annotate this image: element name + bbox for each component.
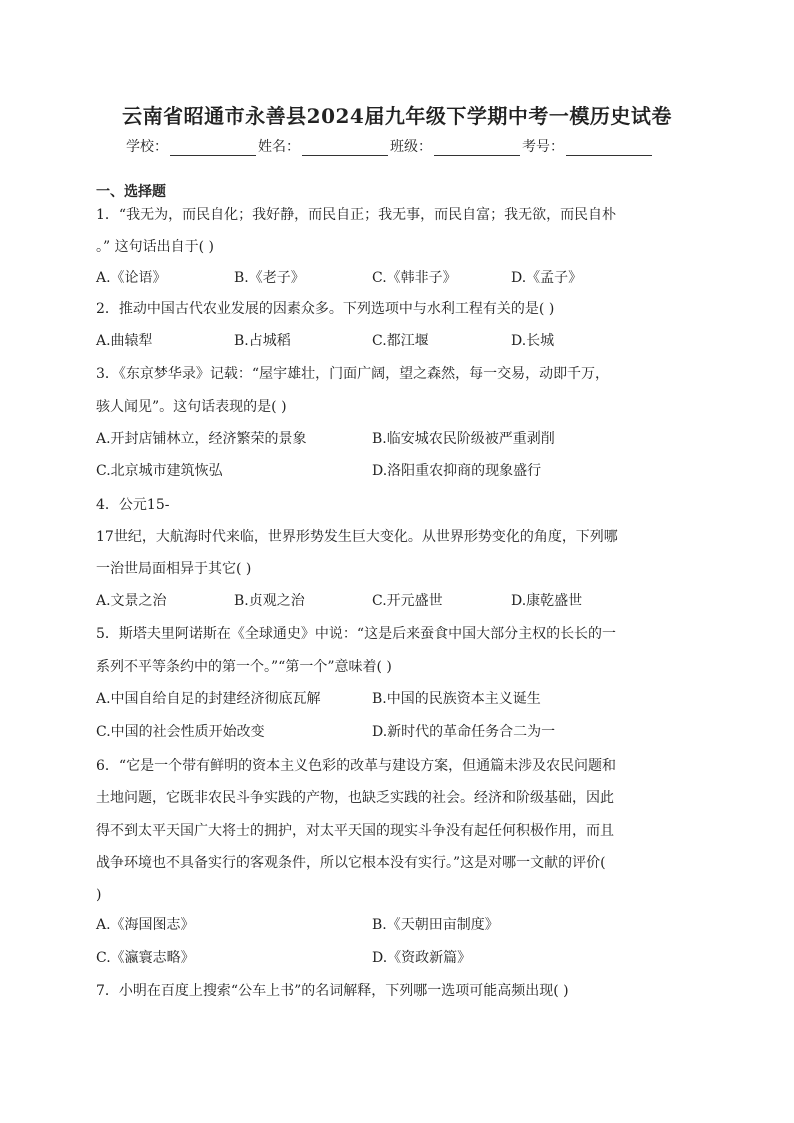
q4-option-a: A.文景之治 — [96, 593, 167, 609]
name-field — [258, 136, 390, 156]
q5-line-1: 5．斯塔夫里阿诺斯在《全球通史》中说：“这是后来蚕食中国大部分主权的长长的一 — [96, 626, 617, 642]
q6-line-3: 得不到太平天国广大将士的拥护，对太平天国的现实斗争没有起任何积极作用，而且 — [96, 823, 614, 839]
number-field — [522, 136, 654, 156]
q6-option-d: D.《资政新篇》 — [372, 950, 472, 966]
q5-options-row-1 — [96, 689, 716, 709]
q7-line-1: 7．小明在百度上搜索“公车上书”的名词解释，下列哪一选项可能高频出现( ) — [96, 983, 569, 999]
q5-option-c: C.中国的社会性质开始改变 — [96, 724, 265, 740]
q4-option-b: B.贞观之治 — [234, 593, 305, 609]
q5-line-2: 系列不平等条约中的第一个。”“第一个”意味着( ) — [96, 659, 392, 675]
q3-line-1: 3．《东京梦华录》记载：“屋宇雄壮，门面广阔，望之森然，每一交易，动即千万， — [96, 366, 610, 382]
number-label: 考号： — [522, 139, 564, 155]
class-field — [390, 136, 522, 156]
name-blank — [302, 141, 388, 156]
q3-option-b: B.临安城农民阶级被严重剥削 — [372, 431, 555, 447]
q1-line-2: 。” 这句话出自于( ) — [96, 239, 214, 255]
q5-options-row-2 — [96, 722, 716, 742]
q3-option-c: C.北京城市建筑恢弘 — [96, 463, 223, 479]
exam-title: 云南省昭通市永善县2024届九年级下学期中考一模历史试卷 — [122, 104, 672, 128]
q3-option-a: A.开封店铺林立，经济繁荣的景象 — [96, 431, 307, 447]
q1-option-c: C.《韩非子》 — [372, 270, 457, 286]
q1-line-1: 1．“我无为，而民自化；我好静，而民自正；我无事，而民自富；我无欲，而民自朴 — [96, 207, 617, 223]
q2-options — [96, 331, 716, 351]
q2-option-d: D.长城 — [511, 333, 555, 349]
q2-option-c: C.都江堰 — [372, 333, 429, 349]
q2-option-b: B.占城稻 — [234, 333, 291, 349]
q1-option-a: A.《论语》 — [96, 270, 167, 286]
q1-option-b: B.《老子》 — [234, 270, 305, 286]
q6-line-2: 土地问题，它既非农民斗争实践的产物，也缺乏实践的社会。经济和阶级基础，因此 — [96, 790, 614, 806]
q3-line-2: 骇人闻见”。这句话表现的是( ) — [96, 399, 287, 415]
q5-option-b: B.中国的民族资本主义诞生 — [372, 691, 541, 707]
q1-options — [96, 268, 716, 288]
q6-line-5: ) — [96, 887, 102, 903]
q4-option-d: D.康乾盛世 — [511, 593, 583, 609]
q2-line-1: 2．推动中国古代农业发展的因素众多。下列选项中与水利工程有关的是( ) — [96, 301, 555, 317]
q6-options-row-1 — [96, 915, 716, 935]
school-label: 学校： — [126, 139, 168, 155]
q3-option-d: D.洛阳重农抑商的现象盛行 — [372, 463, 542, 479]
q6-line-4: 战争环境也不具备实行的客观条件，所以它根本没有实行。”这是对哪一文献的评价( — [96, 855, 606, 871]
q6-option-a: A.《海国图志》 — [96, 917, 195, 933]
class-label: 班级： — [390, 139, 432, 155]
q6-option-b: B.《天朝田亩制度》 — [372, 917, 499, 933]
q3-options-row-1 — [96, 429, 716, 449]
q1-option-d: D.《孟子》 — [511, 270, 583, 286]
number-blank — [566, 141, 652, 156]
student-info-row — [126, 136, 654, 156]
class-blank — [434, 141, 520, 156]
school-blank — [170, 141, 256, 156]
q6-option-c: C.《瀛寰志略》 — [96, 950, 195, 966]
q5-option-a: A.中国自给自足的封建经济彻底瓦解 — [96, 691, 321, 707]
q2-option-a: A.曲辕犁 — [96, 333, 153, 349]
section-heading: 一、选择题 — [96, 184, 166, 200]
q3-options-row-2 — [96, 461, 716, 481]
q4-option-c: C.开元盛世 — [372, 593, 443, 609]
q6-options-row-2 — [96, 948, 716, 968]
q5-option-d: D.新时代的革命任务合二为一 — [372, 724, 556, 740]
q4-options — [96, 591, 716, 611]
q6-line-1: 6．“它是一个带有鲜明的资本主义色彩的改革与建设方案，但通篇未涉及农民问题和 — [96, 758, 617, 774]
q4-line-3: 一治世局面相异于其它( ) — [96, 561, 252, 577]
q4-line-1: 4．公元15- — [96, 497, 170, 513]
name-label: 姓名： — [258, 139, 300, 155]
school-field — [126, 136, 258, 156]
q4-line-2: 17世纪，大航海时代来临，世界形势发生巨大变化。从世界形势变化的角度，下列哪 — [96, 529, 618, 545]
